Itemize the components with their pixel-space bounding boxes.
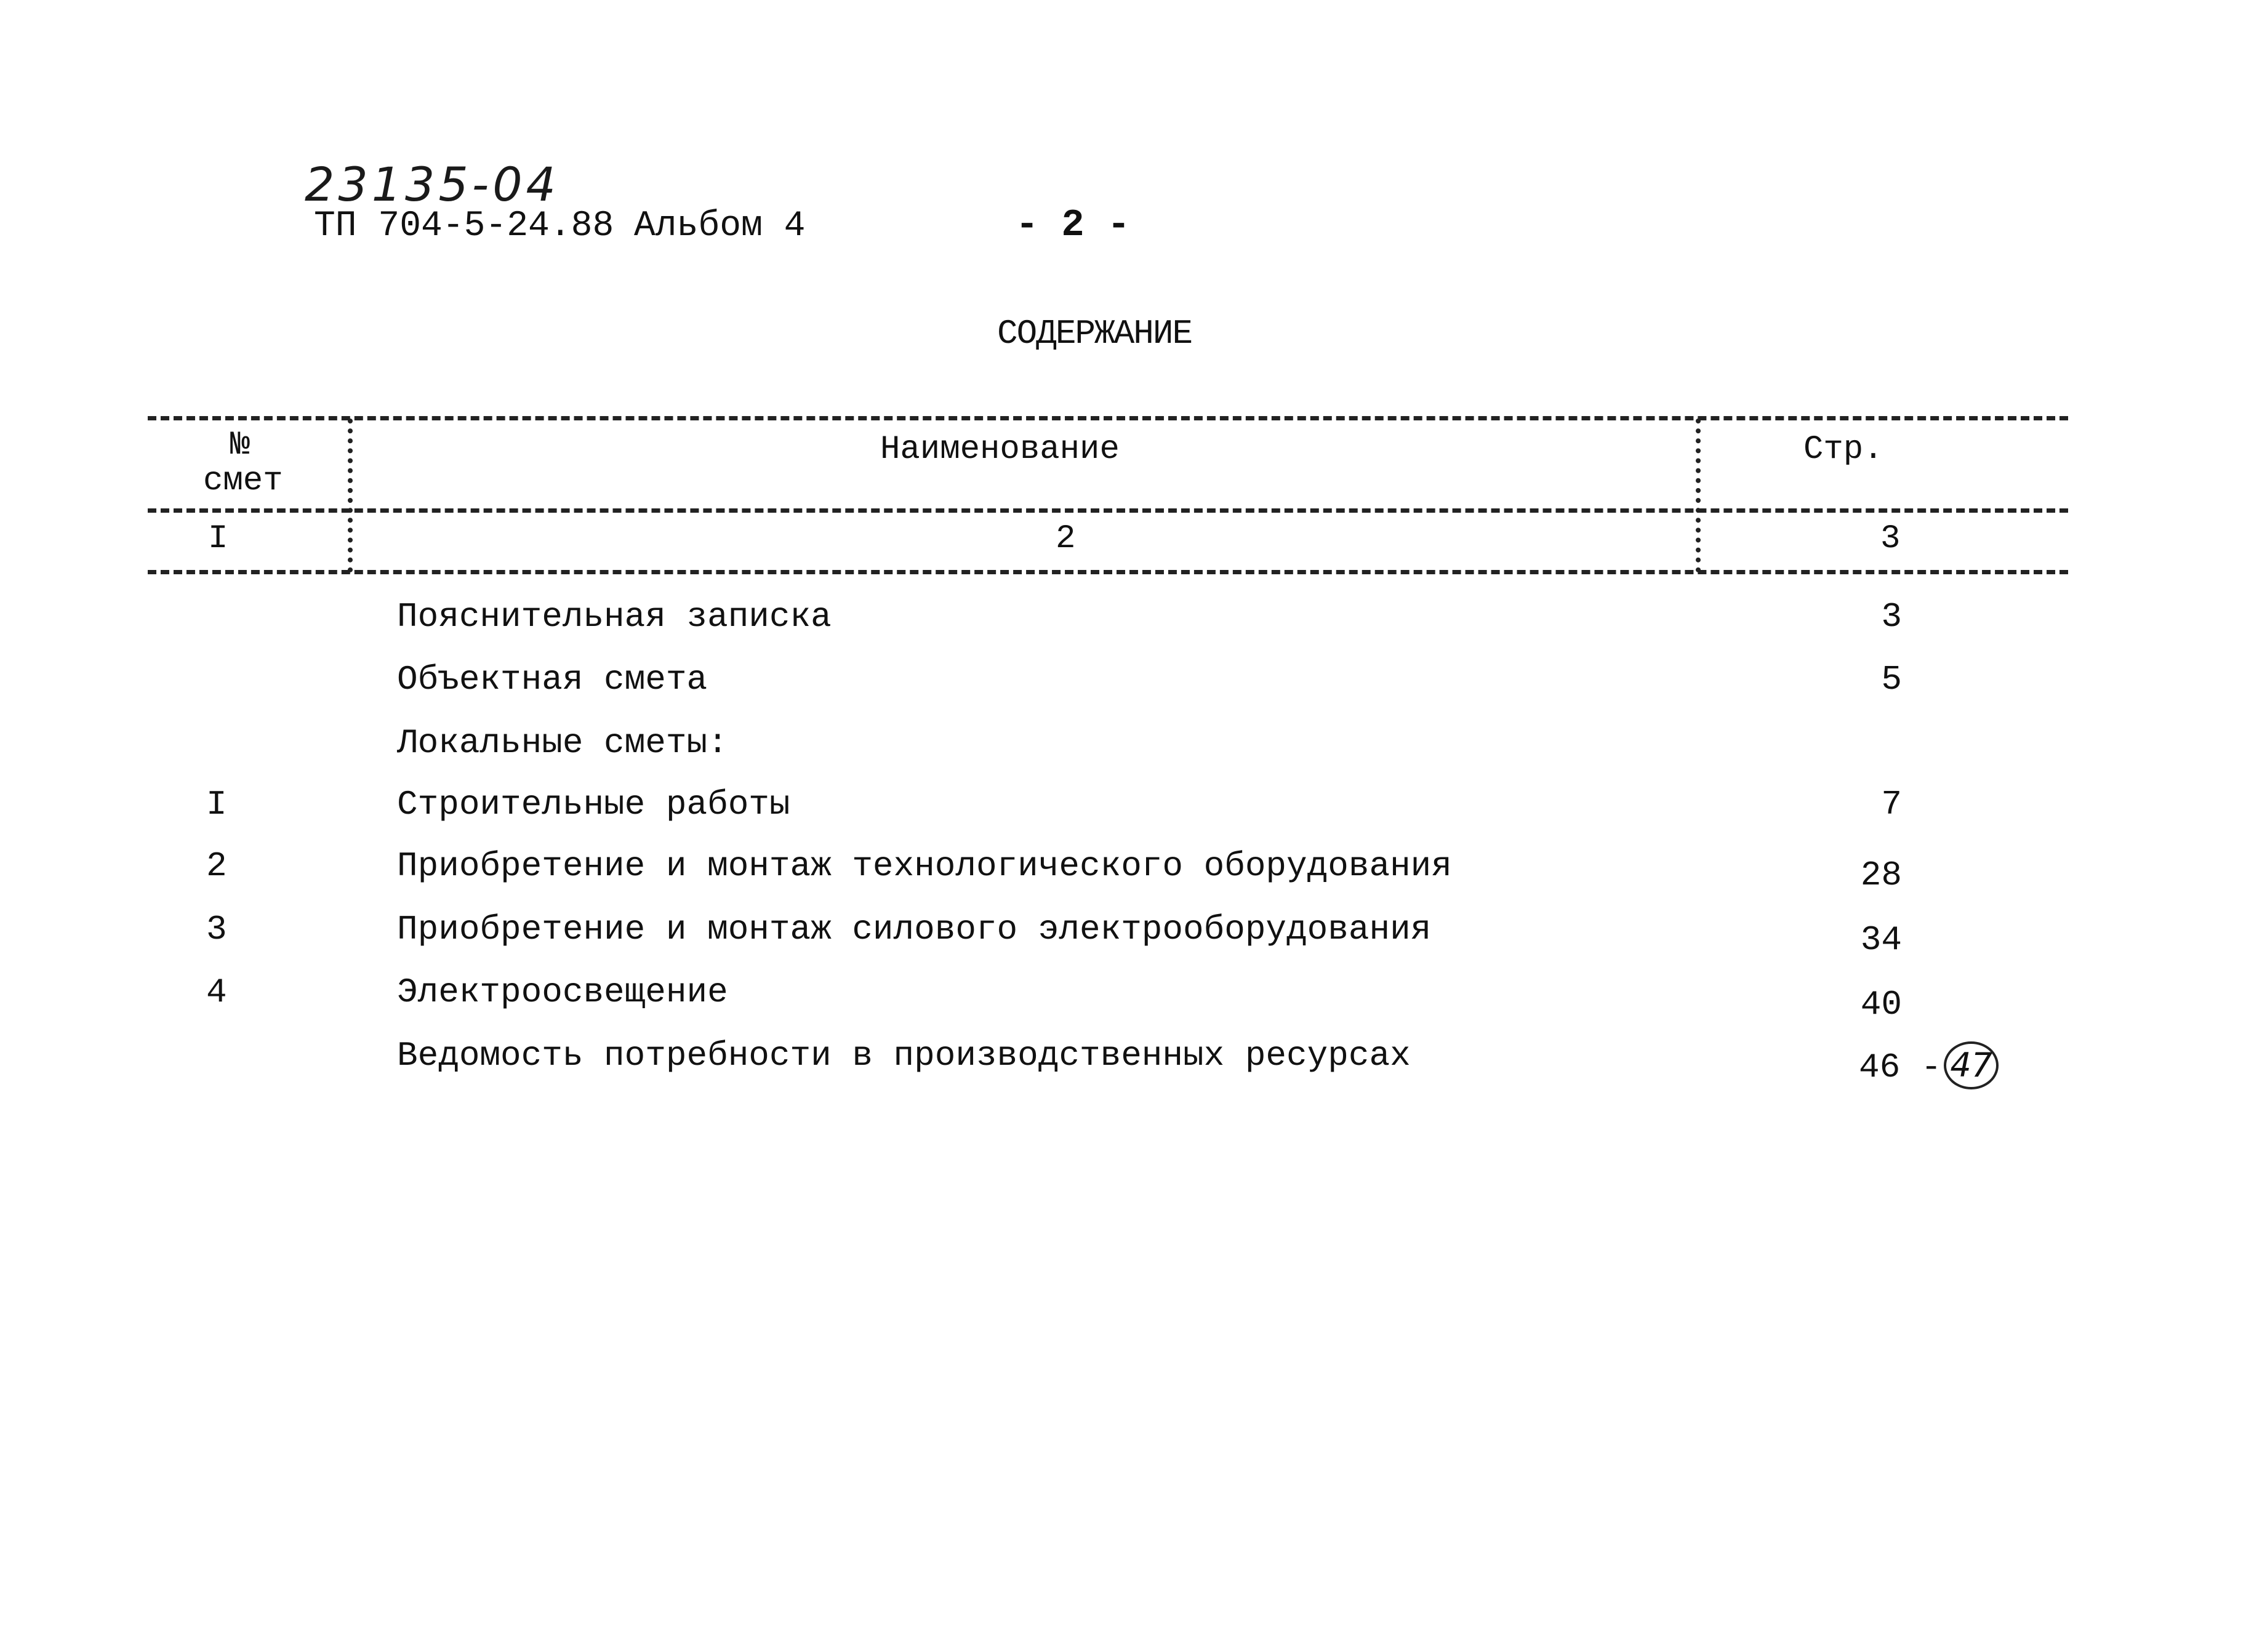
document-code: ТП 704-5-24.88 [314, 206, 614, 246]
column-number-3: 3 [1880, 520, 1901, 558]
row-number: 2 [206, 846, 227, 886]
column-header-page: Стр. [1803, 431, 1883, 468]
row-name: Объектная смета [397, 660, 708, 699]
table-header-rule [148, 508, 2068, 513]
row-name: Локальные сметы: [397, 723, 728, 763]
row-name: Электроосвещение [397, 972, 728, 1012]
row-page: 40 [1860, 985, 1902, 1024]
column-number-1: I [208, 520, 228, 558]
album-label: Альбом 4 [634, 206, 806, 246]
row-page: 46 - [1859, 1048, 1942, 1087]
row-number: 3 [206, 910, 227, 949]
page-number: - 2 - [1016, 203, 1131, 247]
row-name: Пояснительная записка [397, 597, 832, 636]
table-numbers-rule [148, 570, 2068, 574]
row-page: 28 [1860, 856, 1902, 895]
page-title: СОДЕРЖАНИЕ [997, 314, 1192, 353]
row-name: Ведомость потребности в производственных ресурсах [397, 1036, 1411, 1075]
column-divider-2 [1696, 419, 1701, 572]
column-divider-1 [348, 419, 353, 572]
row-page: 34 [1860, 920, 1902, 960]
column-header-number: № смет [203, 427, 283, 500]
column-number-2: 2 [1056, 520, 1076, 558]
row-name: Приобретение и монтаж силового электрооборудования [397, 910, 1432, 949]
row-number: 4 [206, 972, 227, 1012]
row-page: 7 [1881, 785, 1902, 824]
row-name: Строительные работы [397, 785, 790, 824]
table-top-rule [148, 416, 2068, 420]
row-page: 3 [1881, 597, 1902, 636]
circled-page-end: 47 [1944, 1041, 1999, 1089]
row-page: 5 [1881, 660, 1902, 699]
column-header-name: Наименование [880, 431, 1120, 468]
row-name: Приобретение и монтаж технологического оборудования [397, 846, 1452, 886]
handwritten-code: 23135-04 [305, 157, 559, 212]
row-number: I [206, 785, 227, 824]
row-page-range [1859, 1041, 1999, 1089]
